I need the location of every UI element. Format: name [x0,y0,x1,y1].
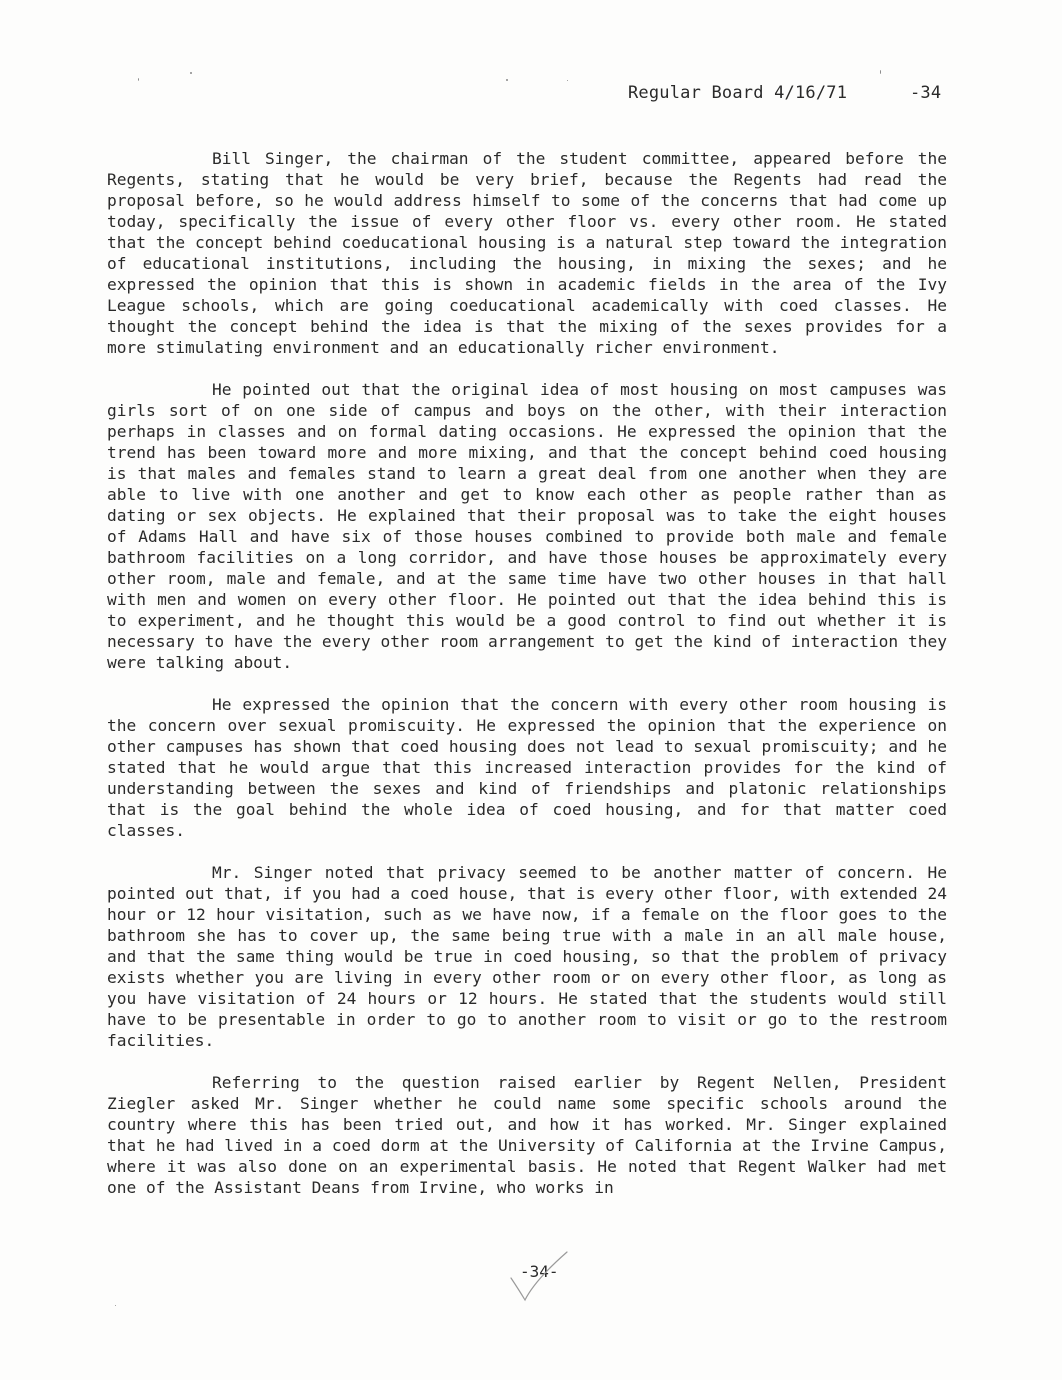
page-header [628,83,942,103]
header-title: Regular Board 4/16/71 [628,83,848,103]
paragraph: He expressed the opinion that the concern with every other room housing is the concern over sexual promiscuity. He expressed the opinion that the experience on other campuses has shown that coed housing does not lead to sexual promiscuity; and he stated that he would argue that this increased interaction provides for the kind of understanding between the sexes and kind of friendships and platonic relationships that is the goal behind the whole idea of coed housing, and for that matter coed classes. [107,695,947,840]
scan-speck [880,70,881,74]
paragraph: Mr. Singer noted that privacy seemed to be another matter of concern. He pointed out that, if you had a coed house, that is every other floor, with extended 24 hour or 12 hour visitation, such as we have now, if a female on the floor goes to the bathroom she has to cover up, the same being true with a male in an all male house, and that the same thing would be true in coed housing, so that the problem of privacy exists whether you are living in every other room or on every other floor, as long as you have visitation of 24 hours or 12 hours. He stated that the students would still have to be presentable in order to go to another room to visit or go to the restroom facilities. [107,863,947,1050]
paragraph: He pointed out that the original idea of most housing on most campuses was girls sort of on one side of campus and boys on the other, with their interaction perhaps in classes and on formal dating occasions. He expressed the opinion that the trend has been toward more and more mixing, and that the concept behind coed housing is that males and females stand to learn a great deal from one another when they are able to live with one another and get to know each other as people rather than as dating or sex objects. He explained that their proposal was to take the eight houses of Adams Hall and have six of those houses combined to provide both male and female bathroom facilities on a long corridor, and have those houses be approximately every other room, male and female, and at the same time have two other houses in that hall with men and women on every other floor. He pointed out that the idea behind this is to experiment, and he thought this would be a good control to find out whether it is necessary to have the every other room arrangement to get the kind of interaction they were talking about. [107,380,947,672]
page-number: -34- [520,1262,559,1281]
handwritten-checkmark-icon [505,1250,575,1310]
paragraph: Referring to the question raised earlier by Regent Nellen, President Ziegler asked Mr. Singer whether he could name some specific schools around the country where this has been tried out, and how it has worked. Mr. Singer explained that he had lived in a coed dorm at the University of California at the Irvine Campus, where it was also done on an experimental basis. He noted that Regent Walker had met one of the Assistant Deans from Irvine, who works in [107,1073,947,1197]
body-text [107,148,947,1219]
scan-speck [115,1305,116,1306]
paragraph: Bill Singer, the chairman of the student committee, appeared before the Regents, stating that he would be very brief, because the Regents had read the proposal before, so he would address himself to some of the concerns that had come up today, specifically the issue of every other floor vs. every other room. He stated that the concept behind coeducational housing is a natural step toward the integration of educational institutions, including the housing, in mixing the sexes; and he expressed the opinion that this is shown in academic fields in the area of the Ivy League schools, which are going coeducational academically with coed classes. He thought the concept behind the idea is that the mixing of the sexes provides for a more stimulating environment and an educationally richer environment. [107,149,947,357]
scan-speck [506,79,508,81]
scan-speck [190,72,192,74]
scan-speck [567,80,568,81]
header-page-ref: -34 [910,83,942,103]
scan-speck [138,78,139,81]
